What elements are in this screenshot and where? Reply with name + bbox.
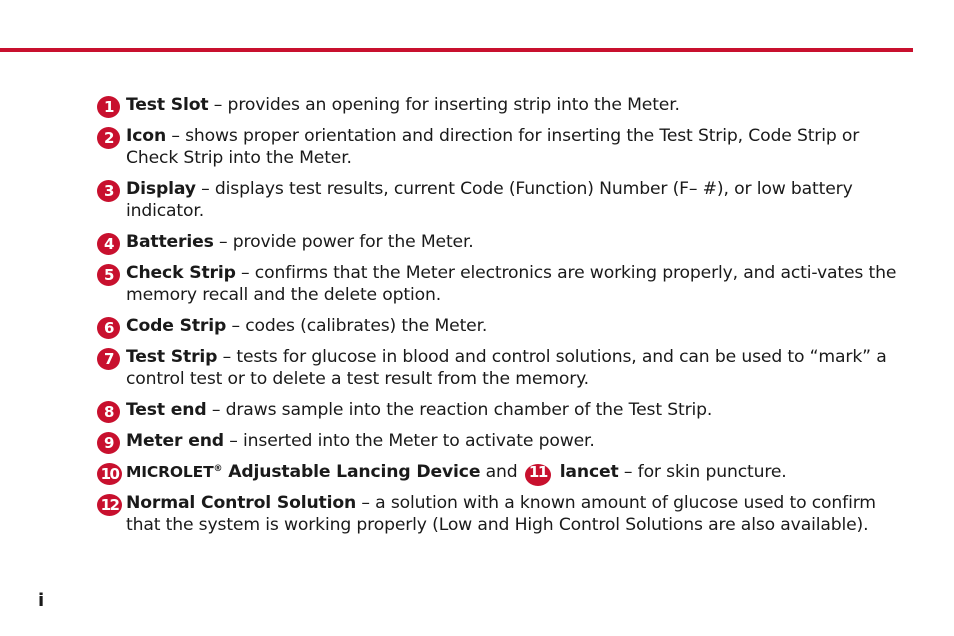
item-description: – for skin puncture.	[618, 462, 787, 482]
list-item-3	[97, 178, 913, 222]
item-term: Icon	[126, 126, 167, 146]
item-description: – shows proper orientation and direction for inserting the Test Strip, Code Strip or Check Strip into the Meter.	[126, 126, 860, 168]
number-badge: 5	[97, 264, 120, 286]
item-term: Check Strip	[126, 263, 236, 283]
conjunction: and	[480, 462, 523, 482]
item-term: Normal Control Solution	[126, 493, 357, 513]
item-description: – provide power for the Meter.	[213, 232, 474, 252]
item-description: – codes (calibrates) the Meter.	[226, 316, 488, 336]
number-badge: 8	[97, 401, 120, 423]
item-term: Test end	[126, 400, 207, 420]
registered-mark: ®	[213, 464, 223, 474]
list-item-12	[97, 492, 913, 536]
list-item-2	[97, 125, 913, 169]
item-description: – draws sample into the reaction chamber of the Test Strip.	[206, 400, 713, 420]
number-badge: 1	[97, 96, 120, 118]
item-term: Test Strip	[126, 347, 218, 367]
number-badge: 9	[97, 432, 120, 454]
number-badge: 3	[97, 180, 120, 202]
number-badge: 10	[97, 463, 122, 485]
item-term: Test Slot	[126, 95, 209, 115]
item-term: Display	[126, 179, 196, 199]
list-item-8	[97, 399, 913, 421]
list-item-6	[97, 315, 913, 337]
list-item-10	[97, 461, 913, 483]
list-item-7	[97, 346, 913, 390]
item-term: Batteries	[126, 232, 214, 252]
number-badge: 4	[97, 233, 120, 255]
number-badge: 7	[97, 348, 120, 370]
item-description: – tests for glucose in blood and control solutions, and can be used to “mark” a control test or to delete a test result from the memory.	[126, 347, 887, 389]
top-rule	[0, 48, 913, 52]
page-number: i	[38, 590, 45, 611]
item-term	[126, 462, 480, 482]
list-item-1	[97, 94, 913, 116]
item-description: – provides an opening for inserting strip into the Meter.	[208, 95, 680, 115]
number-badge: 2	[97, 127, 120, 149]
number-badge: 12	[97, 494, 122, 516]
number-badge: 11	[525, 464, 551, 486]
item-description: – displays test results, current Code (Function) Number (F– #), or low battery indicator.	[126, 179, 853, 221]
item-term: lancet	[553, 462, 619, 482]
item-description: – confirms that the Meter electronics are working properly, and acti-vates the memory recall and the delete option.	[126, 263, 897, 305]
list-item-4	[97, 231, 913, 253]
number-badge: 6	[97, 317, 120, 339]
item-description: – inserted into the Meter to activate power.	[223, 431, 595, 451]
list-item-9	[97, 430, 913, 452]
item-term: Code Strip	[126, 316, 227, 336]
device-name: Adjustable Lancing Device	[222, 462, 481, 482]
brand-name: MICROLET	[126, 463, 214, 481]
item-term: Meter end	[126, 431, 224, 451]
list-item-5	[97, 262, 913, 306]
item-description: – a solution with a known amount of glucose used to confirm that the system is working properly (Low and High Control Solutions are also available).	[126, 493, 876, 535]
